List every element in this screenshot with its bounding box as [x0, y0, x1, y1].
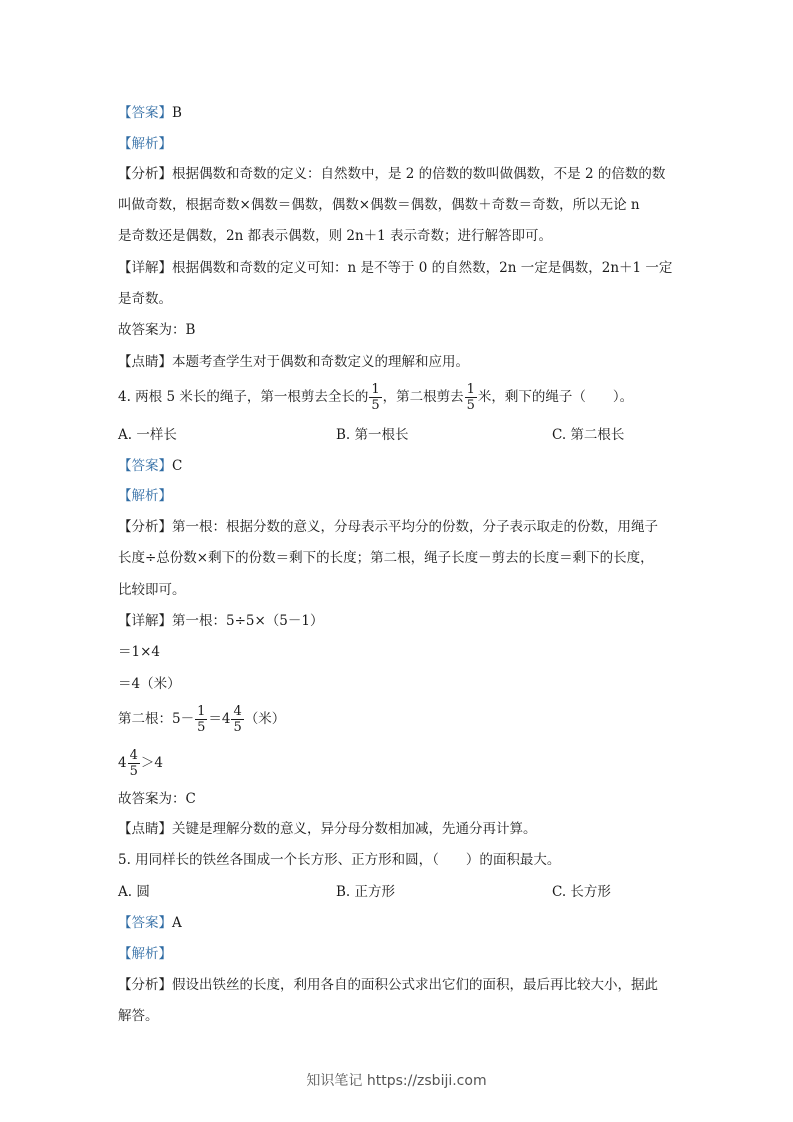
dianjing-text: 关键是理解分数的意义，异分母分数相加减，先通分再计算。 — [172, 821, 537, 837]
q4-option-c: C. 第二根长 — [552, 427, 625, 443]
q4-final-answer: 故答案为：C — [118, 791, 196, 807]
q5-option-c: C. 长方形 — [552, 884, 611, 900]
dianjing-text: 本题考查学生对于偶数和奇数定义的理解和应用。 — [172, 354, 469, 370]
frac-num: 1 — [466, 382, 475, 397]
xiangjie-tag: 【详解】 — [118, 260, 172, 276]
q4-fenxi-line-3: 比较即可。 — [118, 582, 186, 598]
answer-value: C — [172, 458, 183, 474]
xiangjie-tag: 【详解】 — [118, 613, 172, 629]
q5-analysis-tag: 【解析】 — [118, 946, 172, 962]
q3-xiangjie-line-2: 是奇数。 — [118, 291, 172, 307]
q4-analysis-tag: 【解析】 — [118, 488, 172, 504]
frac-den: 5 — [129, 763, 138, 779]
q4-stem-part-c: 米，剩下的绳子（ ）。 — [477, 389, 634, 405]
fenxi-tag: 【分析】 — [118, 519, 172, 535]
q3-fenxi-line-1 — [118, 164, 688, 184]
q4-option-b: B. 第一根长 — [336, 427, 409, 443]
frac-den: 5 — [197, 720, 206, 735]
answer-value: A — [172, 915, 182, 931]
frac-num: 1 — [371, 382, 380, 397]
q3-fenxi-line-2: 叫做奇数，根据奇数×偶数＝偶数，偶数×偶数＝偶数，偶数＋奇数＝奇数，所以无论 n — [118, 197, 640, 213]
q5-fenxi-line-2: 解答。 — [118, 1008, 159, 1024]
compare-rest: ＞4 — [140, 755, 163, 771]
calc4-prefix: 第二根：5－ — [118, 711, 195, 727]
mixed-whole: 4 — [221, 711, 231, 727]
frac-den: 5 — [233, 719, 242, 735]
q3-dianjing — [118, 352, 688, 372]
q3-xiangjie-line-1 — [118, 258, 688, 278]
fraction-one-fifth-c — [195, 704, 207, 735]
dianjing-tag: 【点睛】 — [118, 821, 172, 837]
dianjing-tag: 【点睛】 — [118, 354, 172, 370]
calc-step-3: ＝4（米） — [118, 676, 181, 692]
q5-option-b: B. 正方形 — [336, 884, 396, 900]
q4-option-a: A. 一样长 — [118, 427, 177, 443]
q3-final-answer: 故答案为：B — [118, 322, 196, 338]
fraction-one-fifth-a — [369, 382, 381, 413]
calc-step-4 — [118, 699, 688, 739]
q5-stem: 5. 用同样长的铁丝各围成一个长方形、正方形和圆，（ ）的面积最大。 — [118, 852, 561, 868]
answer-tag: 【答案】 — [118, 105, 172, 121]
calc-step-2: ＝1×4 — [118, 644, 160, 660]
q4-stem — [118, 377, 688, 417]
q5-fenxi-line-1 — [118, 975, 688, 995]
fraction-one-fifth-b — [465, 382, 477, 413]
q4-dianjing — [118, 819, 688, 839]
frac-den: 5 — [371, 398, 380, 413]
q5-option-a: A. 圆 — [118, 884, 150, 900]
frac-num: 4 — [233, 703, 242, 719]
mixed-number-result — [222, 699, 245, 739]
calc4-unit: （米） — [244, 711, 286, 727]
q4-stem-part-a: 4. 两根 5 米长的绳子，第一根剪去全长的 — [118, 389, 369, 405]
q4-answer — [118, 456, 688, 476]
frac-num: 1 — [197, 704, 206, 719]
q5-answer — [118, 913, 688, 933]
q4-fenxi-line-2: 长度÷总份数×剩下的份数＝剩下的长度；第二根，绳子长度－剪去的长度＝剩下的长度， — [118, 550, 654, 566]
fenxi-text: 第一根：根据分数的意义，分母表示平均分的份数，分子表示取走的份数，用绳子 — [172, 519, 658, 535]
q3-fenxi-line-3: 是奇数还是偶数，2n 都表示偶数，则 2n＋1 表示奇数；进行解答即可。 — [118, 228, 553, 244]
mixed-fraction — [128, 748, 140, 779]
fenxi-text: 假设出铁丝的长度，利用各自的面积公式求出它们的面积，最后再比较大小，据此 — [172, 977, 658, 993]
answer-tag: 【答案】 — [118, 458, 172, 474]
footer-watermark: 知识笔记 https://zsbiji.com — [306, 1073, 487, 1089]
q3-answer — [118, 103, 688, 123]
answer-value: B — [172, 105, 182, 121]
fenxi-text: 根据偶数和奇数的定义：自然数中，是 2 的倍数的数叫做偶数，不是 2 的倍数的数 — [172, 166, 666, 182]
answer-tag: 【答案】 — [118, 915, 172, 931]
frac-den: 5 — [466, 398, 475, 413]
q4-xiangjie-line-1 — [118, 611, 688, 631]
fenxi-tag: 【分析】 — [118, 977, 172, 993]
frac-num: 4 — [129, 747, 138, 763]
fenxi-tag: 【分析】 — [118, 166, 172, 182]
mixed-fraction — [231, 704, 243, 735]
q4-fenxi-line-1 — [118, 517, 688, 537]
calc-step-1: 第一根：5÷5×（5－1） — [172, 613, 324, 629]
comparison-line — [118, 743, 688, 783]
xiangjie-text: 根据偶数和奇数的定义可知：n 是不等于 0 的自然数，2n 一定是偶数，2n＋1 一定 — [172, 260, 673, 276]
mixed-number-compare — [118, 743, 141, 783]
calc4-equals: ＝ — [208, 711, 222, 727]
q4-stem-part-b: ，第二根剪去 — [382, 389, 464, 405]
q3-analysis-tag: 【解析】 — [118, 136, 172, 152]
mixed-whole: 4 — [118, 755, 127, 771]
